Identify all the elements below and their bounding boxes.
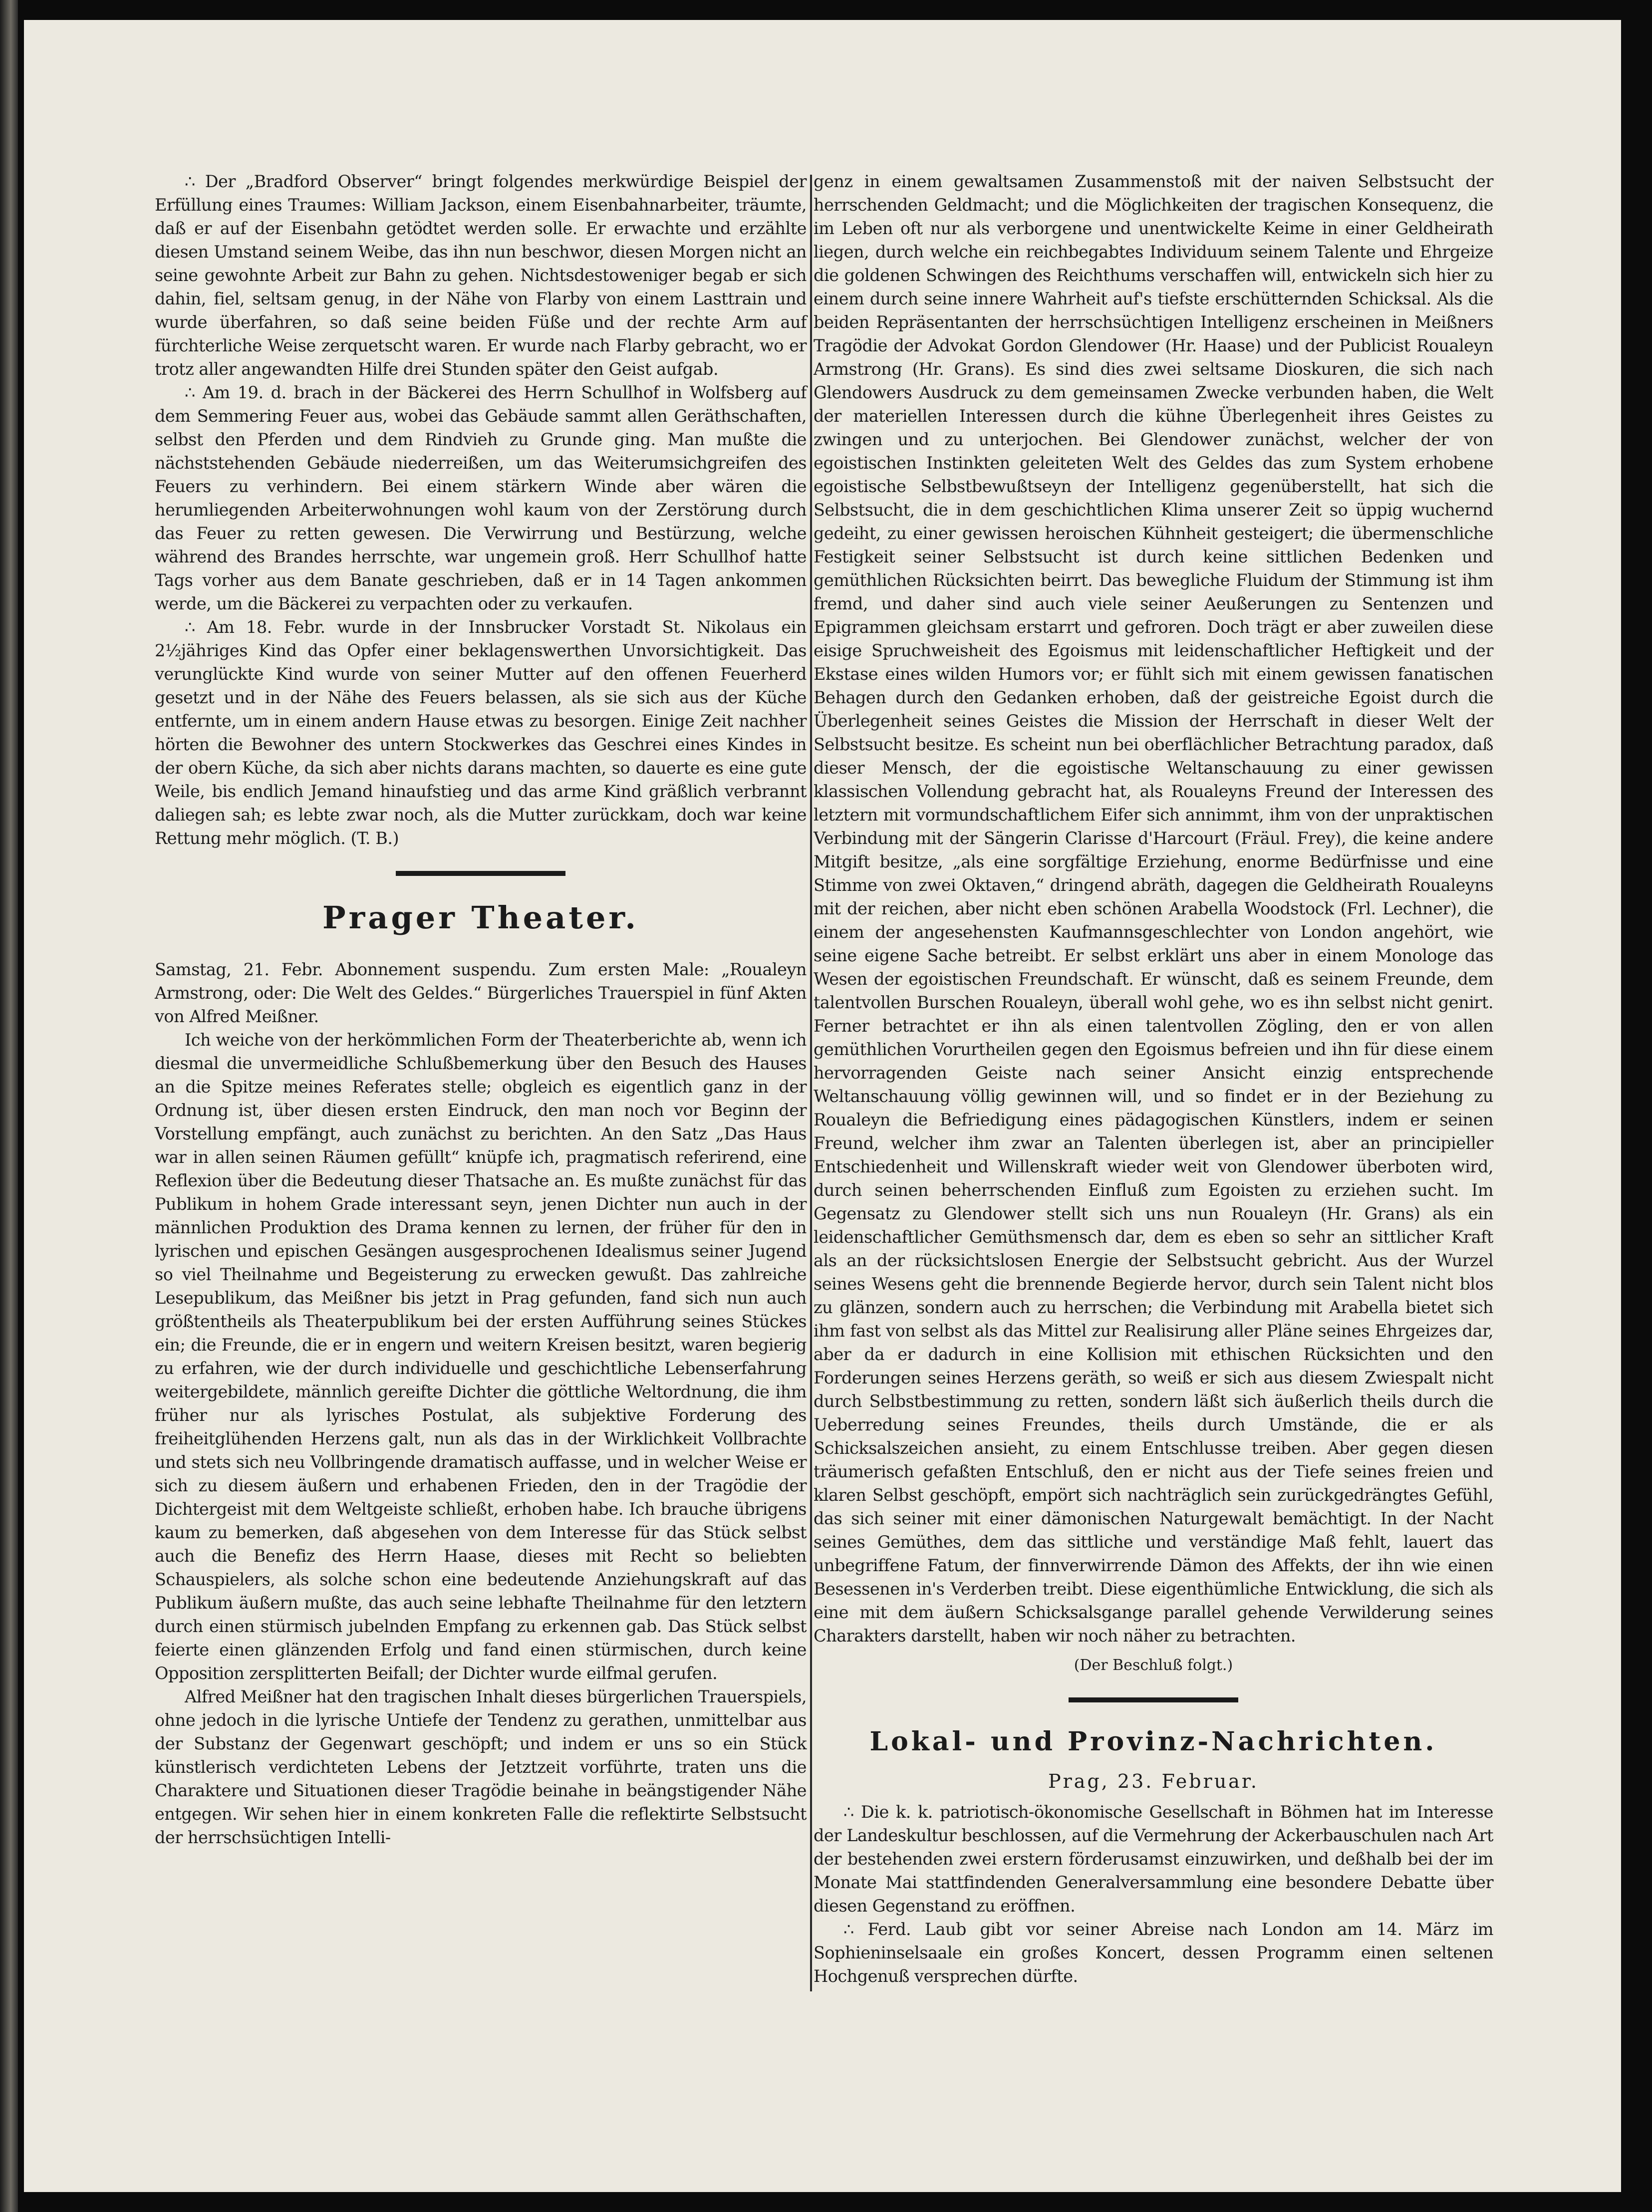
theater-section-title: Prager Theater.	[322, 899, 639, 936]
left-column	[155, 170, 807, 1849]
local-news-section-title: Lokal- und Provinz-Nachrichten.	[869, 1726, 1437, 1757]
right-column	[814, 170, 1493, 1988]
theater-intro: Samstag, 21. Febr. Abonnement suspendu. Zum ersten Male: „Roualeyn Armstrong, oder: Die Welt des Geldes.“ Bürgerliches Trauerspiel in fünf Akten von Alfred Meißner.	[155, 960, 807, 1026]
news-item-innsbruck	[155, 615, 807, 850]
scan-dark-edge	[0, 0, 18, 2212]
to-be-continued-note: (Der Beschluß folgt.)	[1074, 1657, 1233, 1674]
theater-paragraph-2: Alfred Meißner hat den tragischen Inhalt dieses bürgerlichen Trauerspiels, ohne jedoch in die lyrische Untiefe der Tendenz zu gerathen, unmittelbar aus der Substanz der Gegenwart geschöpft; und indem er uns so ein Stück künstlerisch verdichteten Lebens der Jetztzeit vorführte, traten uns die Charaktere und Situationen dieser Tragödie beinahe in beängstigender Nähe entgegen. Wir sehen hier in einem konkreten Falle die reflektirte Selbstsucht der herrschsüchtigen Intelli-	[155, 1687, 807, 1847]
dateline: Prag, 23. Februar.	[1048, 1770, 1259, 1792]
news-item-bradford: ∴ Der „Bradford Observer“ bringt folgendes merkwürdige Beispiel der Erfüllung eines Traumes: William Jackson, einem Eisenbahnarbeiter, träumte, daß er auf der Eisenbahn getödtet werden solle. Er erwachte und erzählte diesen Umstand seinem Weibe, das ihn nun beschwor, diesen Morgen nicht an seine gewohnte Arbeit zur Bahn zu gehen. Nichtsdestoweniger begab er sich dahin, fiel, seltsam genug, in der Nähe von Flarby von einem Lasttrain und wurde überfahren, so daß seine beiden Füße und der rechte Arm auf fürchterliche Weise zerquetscht waren. Er wurde nach Flarby gebracht, wo er trotz aller angewandten Hilfe drei Stunden später den Geist aufgab.	[155, 172, 807, 379]
section-divider	[396, 871, 565, 876]
section-divider	[1069, 1697, 1238, 1702]
column-divider	[810, 175, 812, 1991]
newspaper-page	[24, 20, 1621, 2192]
news-item-fire-wolfsberg: ∴ Am 19. d. brach in der Bäckerei des Herrn Schullhof in Wolfsberg auf dem Semmering Feuer aus, wobei das Gebäude sammt allen Geräthschaften, selbst den Pferden und dem Rindvieh zu Grunde ging. Man mußte die nächststehenden Gebäude niederreißen, um das Weiterumsichgreifen des Feuers zu verhindern. Bei einem stärkern Winde aber wären die herumliegenden Arbeiterwohnungen wohl kaum von der Zerstörung durch das Feuer zu retten gewesen. Die Verwirrung und Bestürzung, welche während des Brandes herrschte, war ungemein groß. Herr Schullhof hatte Tags vorher aus dem Banate geschrieben, daß er in 14 Tagen ankommen werde, um die Bäckerei zu verpachten oder zu verkaufen.	[155, 383, 807, 613]
theater-continuation: genz in einem gewaltsamen Zusammenstoß mit der naiven Selbstsucht der herrschenden Geldmacht; und die Möglichkeiten der tragischen Konsequenz, die im Leben oft nur als verborgene und unentwickelte Keime in einer Geldheirath liegen, durch welche ein reichbegabtes Individuum seinem Talente und Ehrgeize die goldenen Schwingen des Reichthums verschaffen will, entwickeln sich hier zu einem durch seine innere Wahrheit auf's tiefste erschütternden Schicksal. Als die beiden Repräsentanten der herrschsüchtigen Intelligenz erscheinen in Meißners Tragödie der Advokat Gordon Glendower (Hr. Haase) und der Publicist Roualeyn Armstrong (Hr. Grans). Es sind dies zwei seltsame Dioskuren, die sich nach Glendowers Ausdruck zu dem gemeinsamen Zwecke verbunden haben, die Welt der materiellen Interessen durch die kühne Überlegenheit ihres Geistes zu zwingen und zu unterjochen. Bei Glendower zunächst, welcher der von egoistischen Instinkten geleiteten Welt des Geldes das zum System erhobene egoistische Selbstbewußtseyn der Intelligenz gegenüberstellt, hat sich die Selbstsucht, die in dem geschichtlichen Klima unserer Zeit so üppig wuchernd gedeiht, zu einer gewissen heroischen Kühnheit gesteigert; die übermenschliche Festigkeit seiner Selbstsucht ist durch keine sittlichen Bedenken und gemüthlichen Rücksichten beirrt. Das bewegliche Fluidum der Stimmung ist ihm fremd, und daher sind auch viele seiner Aeußerungen zu Sentenzen und Epigrammen gleichsam erstarrt und gefroren. Doch trägt er aber zuweilen diese eisige Spruchweisheit des Egoismus mit leidenschaftlicher Heftigkeit und der Ekstase eines wilden Humors vor; er fühlt sich mit einem gewissen fanatischen Behagen durch den Gedanken erhoben, daß der geistreiche Egoist durch die Überlegenheit seines Geistes die Mission der Herrschaft in dieser Welt der Selbstsucht besitze. Es scheint nun bei oberflächlicher Betrachtung paradox, daß dieser Mensch, der die egoistische Weltanschauung zu einer gewissen klassischen Vollendung gebracht hat, als Roualeyns Freund der Interessen des letztern mit vormundschaftlichem Eifer sich annimmt, ihm von der unpraktischen Verbindung mit der Sängerin Clarisse d'Harcourt (Fräul. Frey), die keine andere Mitgift besitze, „als eine sorgfältige Erziehung, enorme Bedürfnisse und eine Stimme von zwei Oktaven,“ dringend abräth, dagegen die Geldheirath Roualeyns mit der reichen, aber nicht eben schönen Arabella Woodstock (Frl. Lechner), die einem der angesehensten Kaufmannsgeschlechter von London angehört, wie seine eigene Sache betreibt. Er selbst erklärt uns aber in einem Monologe das Wesen der egoistischen Freundschaft. Er wünscht, daß es seinem Freunde, dem talentvollen Burschen Roualeyn, überall wohl gehe, wo es ihn selbst nicht genirt. Ferner betrachtet er ihn als einen talentvollen Zögling, den er von allen gemüthlichen Vorurtheilen gegen den Egoismus befreien und ihn für diese einem hervorragenden Geiste nach seiner Ansicht einzig entsprechende Weltanschauung völlig gewinnen will, und so findet er in der Beziehung zu Roualeyn die Befriedigung eines pädagogischen Künstlers, indem er seinen Freund, welcher ihm zwar an Talenten überlegen ist, aber an principieller Entschiedenheit und Willenskraft wieder weit von Glendower überboten wird, durch seinen beherrschenden Einfluß zum Egoisten zu erziehen sucht. Im Gegensatz zu Glendower stellt sich uns nun Roualeyn (Hr. Grans) als ein leidenschaftlicher Gemüthsmensch dar, dem es eben so sehr an sittlicher Kraft als an der rücksichtslosen Energie der Selbstsucht gebricht. Aus der Wurzel seines Wesens geht die brennende Begierde hervor, durch sein Talent nicht blos zu glänzen, sondern auch zu herrschen; die Verbindung mit Arabella bietet sich ihm fast von selbst als das Mittel zur Realisirung aller Pläne seines Ehrgeizes dar, aber da er dadurch in eine Kollision mit ethischen Rücksichten und den Forderungen seines Herzens geräth, so weiß er sich aus diesem Zwiespalt nicht durch Selbstbestimmung zu retten, sondern läßt sich äußerlich theils durch die Ueberredung seines Freundes, theils durch Umstände, die er als Schicksalszeichen ansieht, zu einem Entschlusse treiben. Aber gegen diesen träumerisch gefaßten Entschluß, den er nicht aus der Tiefe seines freien und klaren Selbst geschöpft, empört sich nachträglich sein zurückgedrängtes Gefühl, das sich seiner mit einer dämonischen Naturgewalt bemächtigt. In der Nacht seines Gemüthes, dem das sittliche und verständige Maß fehlt, lauert das unbegriffene Fatum, der finnverwirrende Dämon des Affekts, der ihn wie einen Besessenen in's Verderben treibt. Diese eigenthümliche Entwicklung, die sich als eine mit dem äußern Schicksalsgange parallel gehende Verwilderung seines Charakters darstellt, haben wir noch näher zu betrachten.	[814, 172, 1493, 1646]
local-item-concert: ∴ Ferd. Laub gibt vor seiner Abreise nach London am 14. März im Sophieninselsaale ein großes Koncert, dessen Programm einen seltenen Hochgenuß versprechen dürfte.	[814, 1920, 1493, 1986]
news-item-innsbruck-text: ∴ Am 18. Febr. wurde in der Innsbrucker Vorstadt St. Nikolaus ein 2½jähriges Kind das Opfer einer beklagenswerthen Unvorsichtigkeit. Das verunglückte Kind wurde von seiner Mutter auf den offenen Feuerherd gesetzt und in der Nähe des Feuers belassen, als sie sich aus der Küche entfernte, um in einem andern Hause etwas zu besorgen. Einige Zeit nachher hörten die Bewohner des untern Stockwerkes das Geschrei eines Kindes in der obern Küche, da sich aber nichts darans machten, so dauerte es eine gute Weile, bis endlich Jemand hinaufstieg und das arme Kind gräßlich verbrannt daliegen sah; es lebte zwar noch, als die Mutter zurückkam, doch war keine Rettung mehr möglich.	[155, 617, 807, 848]
news-signature: (T. B.)	[350, 829, 399, 848]
theater-paragraph-1: Ich weiche von der herkömmlichen Form der Theaterberichte ab, wenn ich diesmal die unvermeidliche Schlußbemerkung über den Besuch des Hauses an die Spitze meines Referates stelle; obgleich es eigentlich ganz in der Ordnung ist, über diesen ersten Eindruck, den man noch vor Beginn der Vorstellung empfängt, auch zunächst zu berichten. An den Satz „Das Haus war in allen seinen Räumen gefüllt“ knüpfe ich, pragmatisch referirend, eine Reflexion über die Bedeutung dieser Thatsache an. Es mußte zunächst für das Publikum in hohem Grade interessant seyn, jenen Dichter nun auch in der männlichen Produktion des Drama kennen zu lernen, der früher für den in lyrischen und epischen Gesängen ausgesprochenen Idealismus seiner Jugend so viel Theilnahme und Begeisterung zu erwecken gewußt. Das zahlreiche Lesepublikum, das Meißner bis jetzt in Prag gefunden, fand sich nun auch größtentheils als Theaterpublikum bei der ersten Aufführung seines Stückes ein; die Freunde, die er in engern und weitern Kreisen besitzt, waren begierig zu erfahren, wie der durch individuelle und geschichtliche Lebenserfahrung weitergebildete, männlich gereifte Dichter die göttliche Weltordnung, die ihm früher nur als lyrisches Postulat, als subjektive Forderung des freiheitglühenden Herzens galt, nun als das in der Wirklichkeit Vollbrachte und stets sich neu Vollbringende dramatisch auffasse, und in welcher Weise er sich zu diesem äußern und erhabenen Frieden, den in der Tragödie der Dichtergeist mit dem Weltgeiste schließt, erhoben habe. Ich brauche übrigens kaum zu bemerken, daß abgesehen von dem Interesse für das Stück selbst auch die Benefiz des Herrn Haase, dieses mit Recht so beliebten Schauspielers, als solche schon eine bedeutende Anziehungskraft auf das Publikum äußern mußte, das auch seine lebhafte Theilnahme für den letztern durch einen stürmisch jubelnden Empfang zu erkennen gab. Das Stück selbst feierte einen glänzenden Erfolg und fand einen stürmischen, durch keine Opposition zersplitterten Beifall; der Dichter wurde eilfmal gerufen.	[155, 1030, 807, 1683]
local-item-society: ∴ Die k. k. patriotisch-ökonomische Gesellschaft in Böhmen hat im Interesse der Landeskultur beschlossen, auf die Vermehrung der Ackerbauschulen nach Art der bestehenden zwei erstern förderusamst einzuwirken, und deßhalb bei der im Monate Mai stattfindenden Generalversammlung eine besondere Debatte über diesen Gegenstand zu eröffnen.	[814, 1802, 1493, 1916]
